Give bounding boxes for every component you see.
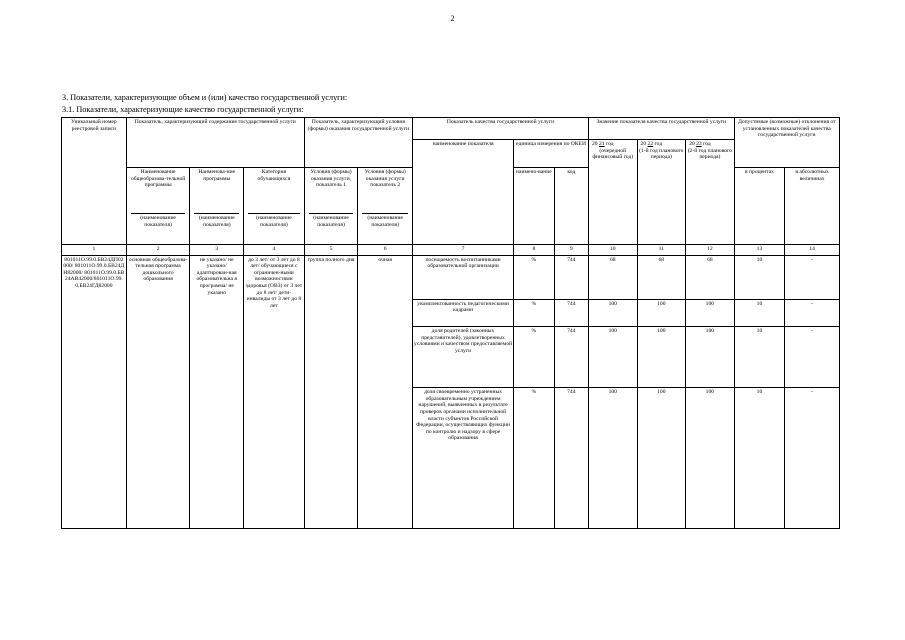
deviation-percent-cell: 10	[734, 255, 785, 299]
deviation-absolute-cell: -	[785, 388, 840, 529]
indicator-name-cell: укомплектованность педагогическими кадрами	[412, 299, 513, 326]
header-sub-condition2: Условия (формы) оказания услуги показатель 2 (наименование показателя)	[358, 168, 413, 244]
column-number: 9	[554, 244, 588, 255]
year2-value-cell: 100	[637, 299, 686, 326]
deviation-absolute-cell: -	[785, 326, 840, 387]
header-unit-group: единица измерения по ОКЕИ	[514, 140, 589, 168]
category-cell: до 3 лет/ от 3 лет до 8 лет/ обучающиеся с ограничен-ными возможностями здоровья (ОВЗ) от 3 лет до 8 лет/ дети-инвалиды от 3 лет до 8 лет	[244, 255, 305, 528]
deviation-percent-cell: 10	[734, 299, 785, 326]
year3-value-cell: 68	[686, 255, 735, 299]
header-quality-group: Показатель качества государственной услуги	[412, 118, 588, 140]
header-unit-code: код	[554, 168, 588, 244]
header-sub-program-type: Наименование общеобразова-тельной программы (наименование показателя)	[126, 168, 190, 244]
header-sub-condition1: Условия (формы) оказания услуги, показатель 1 (наименование показателя)	[304, 168, 358, 244]
unit-code-cell: 744	[554, 299, 588, 326]
year1-value-cell: 68	[588, 255, 637, 299]
table-row	[62, 255, 840, 299]
year2-value-cell: 100	[637, 326, 686, 387]
header-conditions-group: Показатель, характеризующий условия (формы) оказания государственной услуги	[304, 118, 412, 168]
column-number: 5	[304, 244, 358, 255]
page-number: 2	[450, 14, 455, 23]
column-number: 10	[588, 244, 637, 255]
header-year1: 20 21 год (очередной финансовый год)	[588, 140, 637, 244]
deviation-percent-cell: 10	[734, 326, 785, 387]
column-number: 12	[686, 244, 735, 255]
column-number: 1	[62, 244, 127, 255]
year1-value-cell: 100	[588, 299, 637, 326]
year2-value-cell: 68	[637, 255, 686, 299]
year3-value-cell: 100	[686, 388, 735, 529]
unit-code-cell: 744	[554, 255, 588, 299]
column-number: 13	[734, 244, 785, 255]
year3-value-cell: 100	[686, 326, 735, 387]
column-number: 3	[190, 244, 244, 255]
column-number: 11	[637, 244, 686, 255]
unit-cell: %	[514, 255, 554, 299]
header-content-group: Показатель, характеризующий содержание государственной услуги	[126, 118, 304, 168]
column-number: 14	[785, 244, 840, 255]
column-number-row	[62, 244, 840, 255]
indicator-name-cell: доля родителей (законных представителей), удовлетворенных условиями и качеством предоставляемой услуги	[412, 326, 513, 387]
unit-code-cell: 744	[554, 388, 588, 529]
header-dev-percent: в процентах	[734, 168, 785, 244]
header-indicator-name: наименование показателя	[412, 140, 513, 244]
header-sub-program-name: Наименова-ние программы (наименование показателя)	[190, 168, 244, 244]
header-sub-category: Категория обучающихся (наименование показателя)	[244, 168, 305, 244]
program-type-cell: основная общеобразова-тельная программа дошкольного образования	[126, 255, 190, 528]
unit-code-cell: 744	[554, 326, 588, 387]
header-year2: 20 22 год (1-й год планового периода)	[637, 140, 686, 244]
header-dev-absolute: в абсолютных величинах	[785, 168, 840, 244]
year1-value-cell: 100	[588, 388, 637, 529]
column-number: 6	[358, 244, 413, 255]
year2-value-cell: 100	[637, 388, 686, 529]
deviation-absolute-cell: -	[785, 255, 840, 299]
column-number: 2	[126, 244, 190, 255]
condition2-cell: очная	[358, 255, 413, 528]
year1-value-cell: 100	[588, 326, 637, 387]
unit-cell: %	[514, 299, 554, 326]
column-number: 7	[412, 244, 513, 255]
section-heading-quality: 3.1. Показатели, характеризующие качество государственной услуги:	[62, 105, 304, 114]
year3-value-cell: 100	[686, 299, 735, 326]
column-number: 4	[244, 244, 305, 255]
indicator-name-cell: доля своевременно устраненных образовательным учреждением нарушений, выявленных в результате проверок органами исполнительной власти субъектов Российской Федерации, осуществляющих функции по контролю и надзору в сфере образования	[412, 388, 513, 529]
indicator-name-cell: посещаемость воспитанниками образовательной организации	[412, 255, 513, 299]
unit-cell: %	[514, 326, 554, 387]
header-value-group: Значение показателя качества государственной услуги	[588, 118, 734, 140]
program-name-cell: не указано/ не указано/ адаптирован-ная образовательна я программа/ не указано	[190, 255, 244, 528]
deviation-absolute-cell: -	[785, 299, 840, 326]
condition1-cell: группа полного дня	[304, 255, 358, 528]
header-registry-number: Уникальный номер реестровой записи	[62, 118, 127, 245]
section-heading-volume-quality: 3. Показатели, характеризующие объем и (или) качество государственной услуги:	[62, 93, 348, 102]
header-unit-name: наимено-вание	[514, 168, 554, 244]
header-deviation-group: Допустимые (возможные) отклонения от установленных показателей качества государственной услуги	[734, 118, 839, 168]
deviation-percent-cell: 10	[734, 388, 785, 529]
registry-number-cell: 801011О.99.0.БВ24ДП02000/ 801011О.99.0.БВ24ДН82000/ 801011О.99.0.БВ24АВ42000/801011О.99.0.БВ24ГД82000	[62, 255, 127, 528]
column-number: 8	[514, 244, 554, 255]
header-year3: 20 23 год (2-й год планового периода)	[686, 140, 735, 244]
quality-indicators-table	[61, 117, 840, 529]
unit-cell: %	[514, 388, 554, 529]
